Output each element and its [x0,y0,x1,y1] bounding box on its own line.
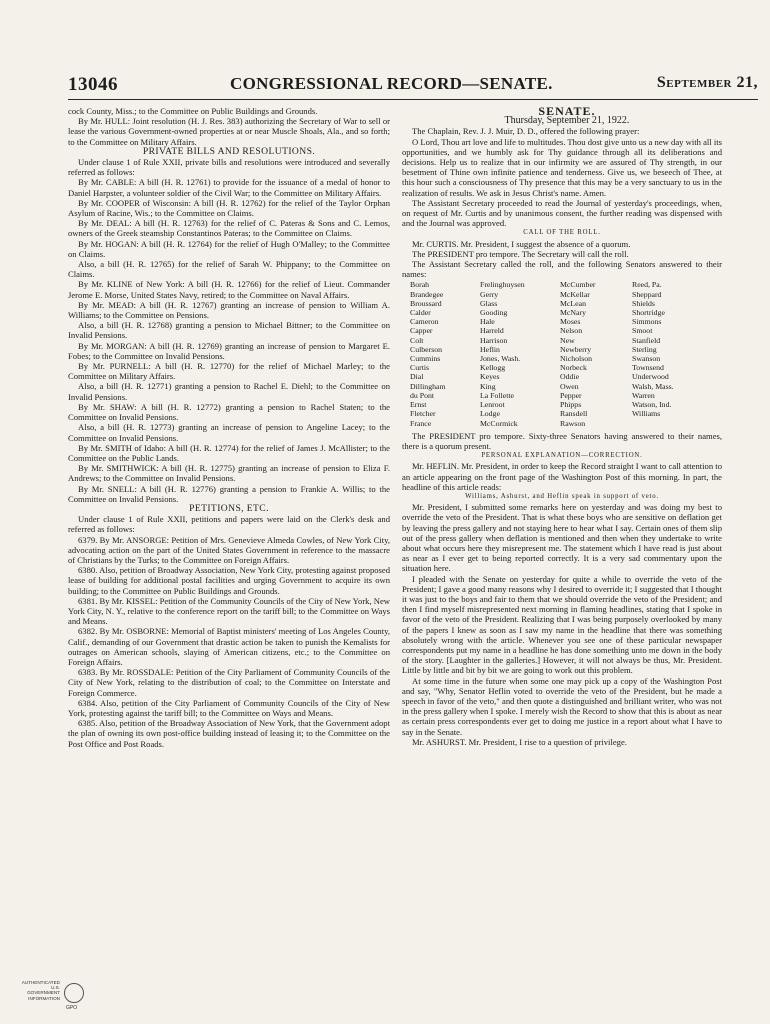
paragraph: Under clause 1 of Rule XXII, petitions and papers were laid on the Clerk's desk and referred as follows: [68,514,390,535]
paragraph: By Mr. HULL: Joint resolution (H. J. Res. 383) authorizing the Secretary of War to sell or lease the various Government-owned properties at or near Muscle Shoals, Ala., and so forth; to the Committee on Military Affairs. [68,116,390,147]
senator-name: Ernst [410,400,427,410]
senator-name: Heflin [480,344,500,354]
senator-name: Cameron [410,317,439,327]
paragraph: Mr. HEFLIN. Mr. President, in order to keep the Record straight I want to call attention to an article appearing on the front page of the Washington Post of this morning. In part, the headline of this article reads: [402,461,722,492]
petition-entry: 6383. By Mr. ROSSDALE: Petition of the City Parliament of Community Councils of the City of New York, relating to the distribution of coal; to the Committee on Interstate and Foreign Commerce. [68,667,390,698]
senator-name: Gerry [480,289,499,299]
senator-name: Jones, Wash. [480,354,521,364]
senator-name: Ransdell [560,409,588,419]
senator-name: Pepper [560,390,582,400]
petition-entry: 6382. By Mr. OSBORNE: Memorial of Baptist ministers' meeting of Los Angeles County, Calif., demanding of our Government that drastic action be taken to punish the Kemalists for outrages on American schools, slaying of American citizens, etc.; to the Committee on Foreign Affairs. [68,626,390,667]
senator-name: Sheppard [632,289,662,299]
page-number: 13046 [68,74,118,95]
section-heading-roll-call: CALL OF THE ROLL. [523,229,601,237]
senator-name: Stanfield [632,335,661,345]
senator-name: Dillingham [410,381,446,391]
senator-name: Borah [410,280,430,290]
senator-name: Keyes [480,372,500,382]
senator-name: Fletcher [410,409,436,419]
senator-name: Dial [410,372,424,382]
senator-name: McNary [560,308,586,318]
right-column [402,106,722,747]
senator-name: Kellogg [480,363,506,373]
bill-entry: By Mr. MORGAN: A bill (H. R. 12769) granting an increase of pension to Margaret E. Fobes; to the Committee on Invalid Pensions. [68,340,390,361]
senator-name: Gooding [480,308,508,318]
senator-name: Harrison [480,335,508,345]
senator-name: McKellar [560,289,590,299]
paragraph: The Assistant Secretary proceeded to read the Journal of yesterday's proceedings, when, on request of Mr. Curtis and by unanimous consent, the further reading was dispensed with and the Journal was approved. [402,197,722,229]
senator-name: Simmons [632,317,662,327]
bill-entry: By Mr. PURNELL: A bill (H. R. 12770) for the relief of Michael Marley; to the Committee on Military Affairs. [68,361,390,382]
petition-entry: 6379. By Mr. ANSORGE: Petition of Mrs. Genevieve Almeda Cowles, of New York City, advocating action on the part of the United States Government in reference to the massacre of Christians by the Turks; to the Committee on Foreign Affairs. [68,534,390,565]
bill-entry: By Mr. SHAW: A bill (H. R. 12772) granting a pension to Rachel Staten; to the Committee on Invalid Pensions. [68,401,390,423]
section-heading-private-bills: PRIVATE BILLS AND RESOLUTIONS. [142,145,316,157]
paragraph: Mr. CURTIS. Mr. President, I suggest the absence of a quorum. [412,238,631,249]
senator-name: Brandegee [410,289,444,299]
bill-entry: Also, a bill (H. R. 12765) for the relief of Sarah W. Phippany; to the Committee on Claims. [68,259,390,280]
senator-name: Harreld [480,326,504,336]
gpo-authentication-mark [20,980,82,1010]
bill-entry: By Mr. SMITH of Idaho: A bill (H. R. 12774) for the relief of James J. McAllister; to the Committee on the Public Lands. [68,442,390,463]
senator-name: Rawson [560,418,586,428]
senator-name: Sterling [632,344,657,354]
issue-date: September 21, [656,74,758,91]
bill-entry: By Mr. DEAL: A bill (H. R. 12763) for the relief of C. Pateras & Sons and C. Lemos, owners of the Greek steamship Constantinos Pateras; to the Committee on Claims. [68,218,390,239]
paragraph: The Assistant Secretary called the roll, and the following Senators answered to their names: [402,259,722,280]
senator-name: Curtis [410,363,430,373]
senator-name: Williams [632,409,661,419]
senator-name: Cummins [410,354,441,364]
senator-name: Lenroot [480,400,505,410]
petition-entry: 6384. Also, petition of the City Parliament of Community Councils of the City of New York, protesting against the tariff bill; to the Committee on Ways and Means. [68,697,390,718]
paragraph: The PRESIDENT pro tempore. The Secretary will call the roll. [412,248,629,259]
petition-entry: 6380. Also, petition of Broadway Association, New York City, protesting against proposed lease of building for additional postal facilities and urging Government to acquire its own building; to the Committee on Public Buildings and Grounds. [68,565,390,596]
senator-name: Colt [410,335,424,345]
senator-name: Frelinghuysen [480,280,525,290]
senator-name: Culberson [410,344,443,354]
section-heading-petitions: PETITIONS, ETC. [189,502,269,514]
bill-entry: By Mr. CABLE: A bill (H. R. 12761) to provide for the issuance of a medal of honor to Daniel Harpster, a volunteer soldier of the Civil War; to the Committee on Military Affairs. [68,177,390,198]
section-heading-personal-explanation: PERSONAL EXPLANATION—CORRECTION. [481,452,643,460]
roll-call-list [410,280,722,427]
senator-name: France [410,418,432,428]
senator-name: Norbeck [560,363,587,373]
senator-name: Walsh, Mass. [632,381,674,391]
session-date: Thursday, September 21, 1922. [504,115,630,127]
paragraph: The Chaplain, Rev. J. J. Muir, D. D., offered the following prayer: [412,126,640,137]
paragraph: Mr. ASHURST. Mr. President, I rise to a question of privilege. [412,736,627,747]
quoted-headline: Williams, Ashurst, and Heflin speak in support of veto. [465,492,659,500]
bill-entry: By Mr. SNELL: A bill (H. R. 12776) granting a pension to Frankie A. Willis; to the Committee on Invalid Pensions. [68,483,390,504]
senator-name: King [480,381,496,391]
senator-name: Moses [560,317,581,327]
bill-entry: Also, a bill (H. R. 12773) granting an increase of pension to Angeline Lacey; to the Committee on Invalid Pensions. [68,422,390,443]
senator-name: McCormick [480,418,518,428]
senator-name: La Follette [480,390,514,400]
senator-name: Glass [480,298,498,308]
bill-entry: By Mr. KLINE of New York: A bill (H. R. 12766) for the relief of Lieut. Commander Jerome E. Morse, United States Navy, retired; to the Committee on Naval Affairs. [68,279,390,300]
header-rule [68,99,758,100]
page-header [68,74,758,98]
bill-entry: Also, a bill (H. R. 12768) granting a pension to Michael Bittner; to the Committee on Invalid Pensions. [68,320,390,341]
paragraph: The PRESIDENT pro tempore. Sixty-three Senators having answered to their names, there is a quorum present. [402,430,722,451]
senator-name: Lodge [480,409,500,419]
senator-name: New [560,335,575,345]
paragraph: Mr. President, I submitted some remarks here on yesterday and was doing my best to override the veto of the President. That is what these boys who are sensitive on deflation get by leaving the press gallery and not staying here to hear what I say. Certain ones of them slip out of the press gallery when deflation is mentioned and then when they undertake to write about what occurs here they misrepresent me. The statement which I have read is just about as near as I ever get to being reported correctly. It is a very sad commentary upon the situation here. [402,502,722,574]
publication-title: CONGRESSIONAL RECORD—SENATE. [230,74,553,93]
gpo-text: AUTHENTICATED U.S. GOVERNMENT INFORMATION [21,980,60,1001]
gpo-seal-icon [64,983,84,1003]
senator-name: Warren [632,390,655,400]
senator-name: Oddie [560,372,580,382]
senator-name: Watson, Ind. [632,400,672,410]
paragraph: cock County, Miss.; to the Committee on Public Buildings and Grounds. [68,106,318,116]
senator-name [632,419,704,428]
senator-name: Nicholson [560,354,593,364]
bill-entry: By Mr. COOPER of Wisconsin: A bill (H. R. 12762) for the relief of the Taylor Orphan Asylum of Racine, Wis.; to the Committee on Claims. [68,197,390,219]
prayer-text: O Lord, Thou art love and life to multitudes. Thou dost give unto us a new day with all its opportunities, and we humbly ask for Thy guidance through all its deliberations and decisions. Help us to realize that in our infirmity we are assured of Thy strength, in our besetment of Thine own infinite patience and tenderness. Give us, we beseech of Thee, at this hour such a consciousness of Thy presence that this may be a very sanctuary to us in the realization of results. We ask in Jesus Christ's name. Amen. [402,136,722,198]
senator-name: Smoot [632,326,653,336]
petition-entry: 6381. By Mr. KISSEL: Petition of the Community Councils of the City of New York, New York City, N. Y., relative to the conference report on the tariff bill; to the Committee on Ways and Means. [68,595,391,627]
bill-entry: By Mr. MEAD: A bill (H. R. 12767) granting an increase of pension to William A. Williams; to the Committee on Pensions. [68,299,390,321]
paragraph: I pleaded with the Senate on yesterday for quite a while to override the veto of the President; I gave a good many reasons why I desired to override it; I suggested that I thought it was just to the boys and fair to them that we should override the veto of the President; and then I find myself misrepresented next morning in flaming headlines, stating that I spoke in favor of the veto of the President. Realizing that I was being purposely overlooked by many of the papers I knew as soon as I saw my name in the headline that there was something absolutely wrong with the article. Whenever you see one of these particular newspaper correspondents put my name in a headline he has done something unto me down in the body of the story. [Laughter in the galleries.] However, it will not always be thus, Mr. President. Little by little and bit by bit we are going to work out this problem. [402,573,722,676]
senator-name: Townsend [632,363,664,373]
senator-name: Reed, Pa. [632,280,662,290]
left-column [68,106,390,749]
senator-name: McLean [560,298,586,308]
senator-name: Calder [410,308,431,318]
senator-name: Shortridge [632,308,665,318]
senator-name: Broussard [410,298,442,308]
paragraph: Under clause 1 of Rule XXII, private bills and resolutions were introduced and severally referred as follows: [68,157,390,178]
senator-name: McCumber [560,280,596,290]
senator-name: du Pont [410,390,435,400]
bill-entry: By Mr. HOGAN: A bill (H. R. 12764) for the relief of Hugh O'Malley; to the Committee on Claims. [68,238,390,259]
senator-name: Newberry [560,344,592,354]
senator-name: Nelson [560,326,583,336]
petition-entry: 6385. Also, petition of the Broadway Association of New York, that the Government adopt the plan of owning its own post-office building instead of leasing it; to the Committee on the Post Office and Post Roads. [68,718,390,749]
senator-name: Hale [480,317,495,327]
section-title-senate: SENATE. [538,104,596,118]
bill-entry: By Mr. SMITHWICK: A bill (H. R. 12775) granting an increase of pension to Eliza F. Andrews; to the Committee on Invalid Pensions. [68,463,390,484]
bill-entry: Also, a bill (H. R. 12771) granting a pension to Rachel E. Diehl; to the Committee on Invalid Pensions. [68,381,390,402]
senator-name: Owen [560,381,579,391]
senator-name: Phipps [560,400,582,410]
senator-name: Capper [410,326,433,336]
senator-name: Swanson [632,354,661,364]
senator-name: Underwood [632,372,669,382]
gpo-label: GPO [66,1005,78,1011]
senator-name: Shields [632,298,655,308]
paragraph: At some time in the future when some one may pick up a copy of the Washington Post and say, "Why, Senator Heflin voted to override the veto of the President, but he made a speech in favor of the veto," and then quote a distinguished and brilliant writer, who was not in the press gallery when I spoke. I merely wish the Record to show that this is about as near as certain press correspondents ever get to doing me justice in a report about what I have to say in the Senate. [402,675,722,737]
